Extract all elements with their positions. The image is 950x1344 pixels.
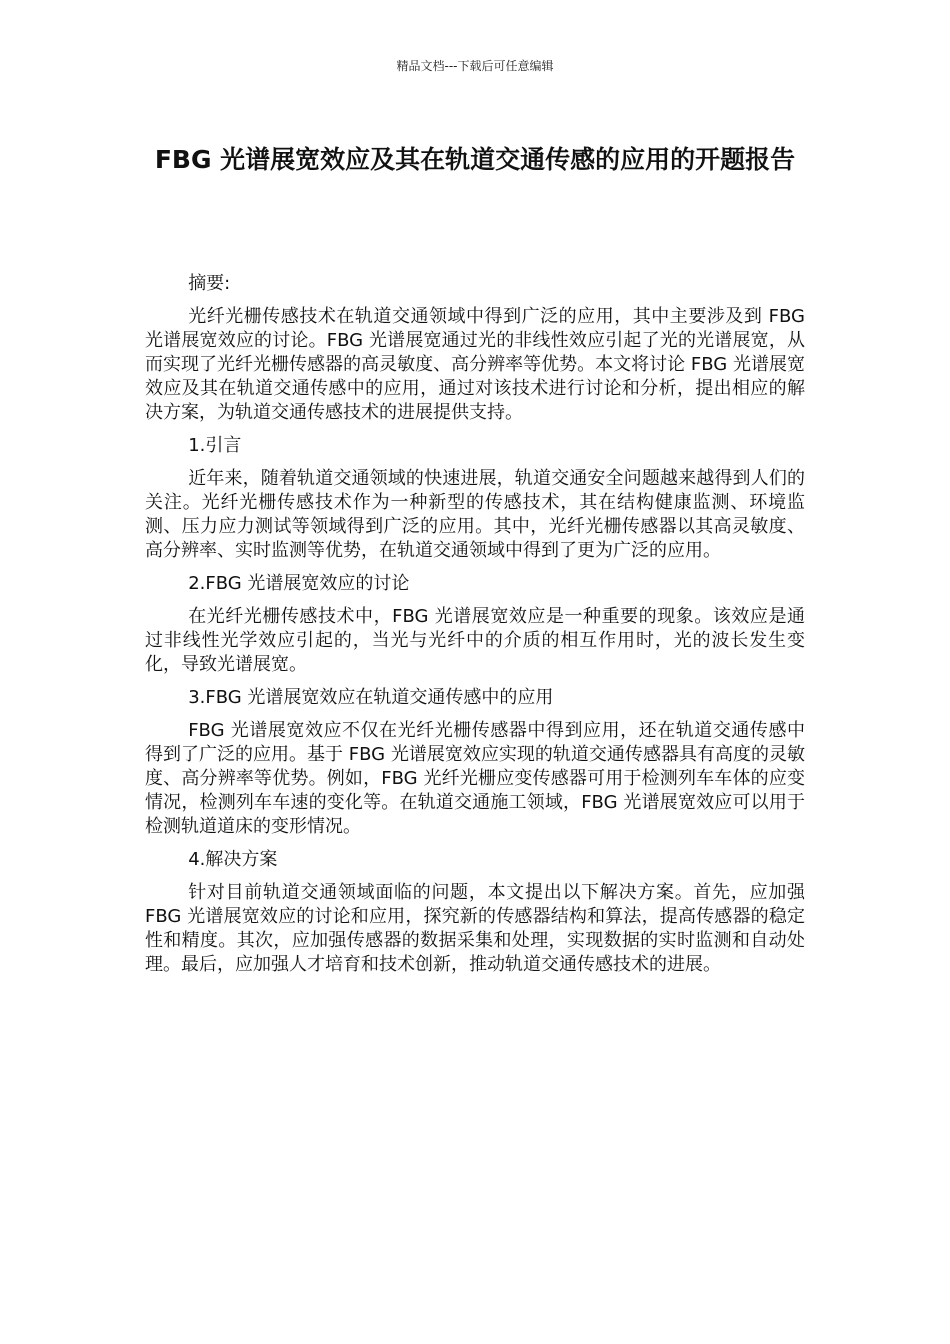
abstract-label: 摘要: (188, 273, 231, 294)
page-header: 精品文档---下载后可任意编辑 (396, 59, 554, 73)
document-title: FBG 光谱展宽效应及其在轨道交通传感的应用的开题报告 (154, 145, 796, 174)
document-body (145, 272, 805, 986)
abstract-paragraph: 光纤光栅传感技术在轨道交通领域中得到广泛的应用，其中主要涉及到 FBG 光谱展宽效应的讨论。FBG 光谱展宽通过光的非线性效应引起了光的光谱展宽，从而实现了光纤光栅传感器的高灵敏度、高分辨率等优势。本文将讨论 FBG 光谱展宽效应及其在轨道交通传感中的应用，通过对该技术进行讨论和分析，提出相应的解决方案，为轨道交通传感技术的进展提供支持。 (145, 306, 805, 423)
section-2-paragraph: 在光纤光栅传感技术中，FBG 光谱展宽效应是一种重要的现象。该效应是通过非线性光学效应引起的，当光与光纤中的介质的相互作用时，光的波长发生变化，导致光谱展宽。 (145, 606, 805, 675)
section-4-paragraph: 针对目前轨道交通领域面临的问题，本文提出以下解决方案。首先，应加强 FBG 光谱展宽效应的讨论和应用，探究新的传感器结构和算法，提高传感器的稳定性和精度。其次，应加强传感器的数据采集和处理，实现数据的实时监测和自动处理。最后，应加强人才培育和技术创新，推动轨道交通传感技术的进展。 (145, 882, 805, 975)
section-1-heading: 1.引言 (188, 435, 242, 456)
section-3-paragraph: FBG 光谱展宽效应不仅在光纤光栅传感器中得到应用，还在轨道交通传感中得到了广泛的应用。基于 FBG 光谱展宽效应实现的轨道交通传感器具有高度的灵敏度、高分辨率等优势。例如，FBG 光纤光栅应变传感器可用于检测列车车体的应变情况，检测列车车速的变化等。在轨道交通施工领域，FBG 光谱展宽效应可以用于检测轨道道床的变形情况。 (145, 720, 805, 837)
section-3-heading: 3.FBG 光谱展宽效应在轨道交通传感中的应用 (188, 687, 554, 708)
section-1-paragraph: 近年来，随着轨道交通领域的快速进展，轨道交通安全问题越来越得到人们的关注。光纤光栅传感技术作为一种新型的传感技术，其在结构健康监测、环境监测、压力应力测试等领域得到广泛的应用。其中，光纤光栅传感器以其高灵敏度、高分辨率、实时监测等优势，在轨道交通领域中得到了更为广泛的应用。 (145, 468, 805, 561)
section-2-heading: 2.FBG 光谱展宽效应的讨论 (188, 573, 410, 594)
section-4-heading: 4.解决方案 (188, 849, 278, 870)
